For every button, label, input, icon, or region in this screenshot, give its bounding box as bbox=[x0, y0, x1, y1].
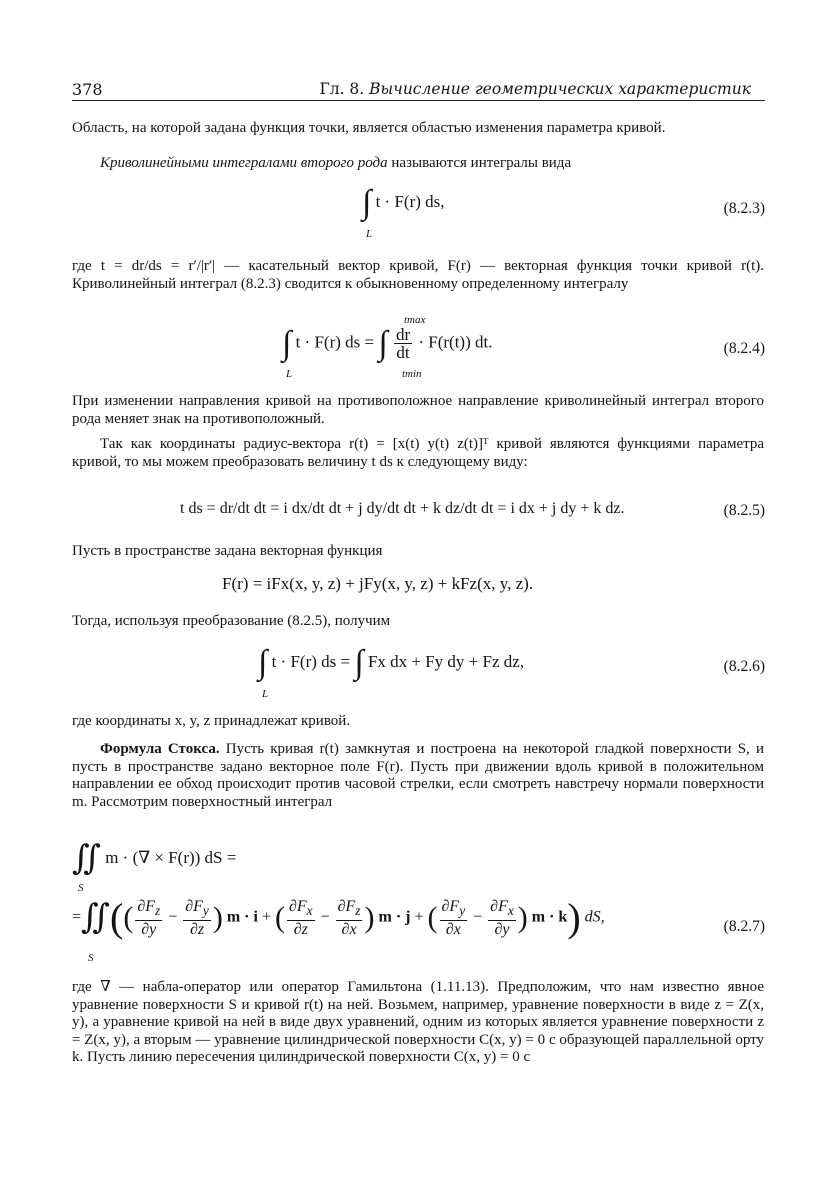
fraction-dFz-dx bbox=[336, 898, 363, 937]
dot-m-j: m · j bbox=[378, 908, 411, 926]
denominator: ∂z bbox=[293, 920, 308, 938]
paren-close: ) bbox=[517, 901, 528, 934]
denominator: ∂y bbox=[141, 920, 157, 938]
dot-m-i: m · i bbox=[226, 908, 258, 926]
fraction-dFz-dy bbox=[135, 898, 162, 937]
equation-lhs: t · F(r) ds = bbox=[295, 332, 375, 352]
paragraph-3: где t = dr/ds = r′/|r′| — касательный вектор кривой, F(r) — векторная функция точки кривой r(t). Криволинейный интеграл (8.2.3) сводится к обыкновенному определенному интегралу bbox=[72, 258, 764, 292]
running-header bbox=[72, 80, 765, 101]
page-number: 378 bbox=[72, 80, 103, 99]
equals-sign: = bbox=[72, 908, 82, 926]
paragraph-6: Пусть в пространстве задана векторная функция bbox=[72, 543, 383, 559]
fraction-dFx-dy bbox=[488, 898, 516, 937]
paragraph-4: При изменении направления кривой на противоположное направление криволинейный интеграл второго рода меняет знак на противоположный. bbox=[72, 393, 764, 427]
numerator: $\partial F_x$ bbox=[490, 898, 514, 919]
numerator: $\partial F_x$ bbox=[288, 898, 313, 919]
equation-8-2-5: t ds = dr/dt dt = i dx/dt dt + j dy/dt dt + k dz/dt dt = i dx + j dy + k dz. bbox=[180, 500, 625, 517]
integral-lower-limit: L bbox=[366, 228, 373, 240]
paren-close: ) bbox=[212, 901, 223, 934]
fraction-dr-dt bbox=[394, 326, 412, 361]
integral-lower-limit: L bbox=[286, 368, 293, 380]
paren-open: ( bbox=[123, 901, 134, 934]
paragraph-10: где ∇ — набла-оператор или оператор Гамильтона (1.11.13). Предположим, что нам известно явное уравнение поверхности S и кривой r(t) на ней. Возьмем, например, уравнение поверхности в виде z = Z(x, y), а уравнение кривой на ней в виде двух уравнений, одним из которых является уравнение поверхности z = Z(x, y), а вторым — уравнение цилиндрической поверхности C(x, y) = 0 с образующей параллельной орту k. Пусть линию пересечения цилиндрической поверхности C(x, y) = 0 с bbox=[72, 979, 764, 1065]
equation-rhs: Fx dx + Fy dy + Fz dz, bbox=[367, 651, 525, 671]
denominator: ∂x bbox=[445, 920, 461, 938]
numerator: $\partial F_y$ bbox=[185, 898, 209, 919]
dot-m-k: m · k bbox=[531, 908, 568, 926]
paren-open: ( bbox=[274, 901, 285, 934]
fraction-dFy-dz bbox=[183, 898, 211, 937]
fraction-dFy-dx bbox=[440, 898, 468, 937]
equation-number-8-2-4: (8.2.4) bbox=[723, 340, 765, 357]
equation-number-8-2-5: (8.2.5) bbox=[723, 502, 765, 519]
equation-body: m · (∇ × F(r)) dS = bbox=[105, 847, 237, 867]
denominator: ∂x bbox=[341, 920, 357, 938]
equation-8-2-4 bbox=[282, 314, 582, 386]
numerator: $\partial F_y$ bbox=[441, 898, 466, 919]
paragraph-2-rest: называются интегралы вида bbox=[387, 155, 572, 171]
chapter-label: Гл. 8. bbox=[319, 80, 365, 98]
outer-paren-close: ) bbox=[567, 895, 581, 940]
equation-8-2-7-line-1 bbox=[72, 842, 312, 892]
paragraph-9 bbox=[72, 741, 764, 811]
equation-rhs: · F(r(t)) dt. bbox=[418, 332, 493, 352]
integral-sign: ∫ bbox=[362, 184, 372, 221]
double-integral-sign: ∬ bbox=[81, 899, 110, 936]
equation-body: t · F(r) ds, bbox=[375, 191, 445, 211]
denominator: ∂z bbox=[189, 920, 205, 938]
equation-vector-function: F(r) = iFx(x, y, z) + jFy(x, y, z) + kFz(x, y, z). bbox=[222, 574, 534, 593]
integral-lower-limit: S bbox=[88, 952, 94, 964]
fraction-denominator: dt bbox=[396, 343, 410, 362]
equation-number-8-2-3: (8.2.3) bbox=[723, 200, 765, 217]
integral-sign-2: ∫ bbox=[354, 644, 364, 681]
equation-8-2-3 bbox=[362, 184, 445, 240]
chapter-title: Вычисление геометрических характеристик bbox=[369, 80, 751, 98]
integral-lower-limit: S bbox=[78, 882, 84, 894]
equation-8-2-7-line-2: =∬(( $\frac{\partial F_z}{\partial y}$ − $\frac{\partial F_y}{\partial z}$ ) m · i + ( $\frac{\partial F_x}{\partial z}$ − $\frac{\partial F_z}{\partial x}$ ) m · j + ( $\frac{\partial F_y}{\partial x}$ − $\frac{\partial F_x}{\partial y}$ ) m · k) dS, S bbox=[72, 895, 605, 964]
denominator: ∂y bbox=[494, 920, 510, 938]
paren-open: ( bbox=[427, 901, 438, 934]
paragraph-8: где координаты x, y, z принадлежат кривой. bbox=[72, 713, 351, 729]
paragraph-9-rest: Пусть кривая r(t) замкнутая и построена на некоторой гладкой поверхности S, и пусть в пространстве задано векторное поле F(r). Пусть при движении вдоль кривой в положительном направлении ее обход происходит против часовой стрелки, если смотреть навстречу нормали поверхности m. Рассмотрим поверхностный интеграл bbox=[72, 741, 764, 810]
integral-sign-2: ∫ bbox=[378, 324, 388, 362]
integral-sign: ∫ bbox=[258, 644, 268, 681]
outer-paren-open: ( bbox=[109, 895, 124, 940]
paragraph-7: Тогда, используя преобразование (8.2.5), получим bbox=[72, 613, 391, 629]
dS: dS, bbox=[584, 908, 605, 926]
paren-close: ) bbox=[364, 901, 375, 934]
numerator: $\partial F_z$ bbox=[137, 898, 161, 919]
integral-lower-limit-2: tmin bbox=[402, 368, 422, 380]
paragraph-1: Область, на которой задана функция точки, является областью изменения параметра кривой. bbox=[72, 120, 666, 136]
double-integral-sign: ∬ bbox=[72, 840, 101, 877]
paragraph-5: Так как координаты радиус-вектора r(t) = [x(t) y(t) z(t)]ᵀ кривой являются функциями параметра кривой, то мы можем преобразовать величину t ds к следующему виду: bbox=[72, 436, 764, 470]
equation-number-8-2-7: (8.2.7) bbox=[723, 918, 765, 935]
chapter-heading bbox=[319, 80, 751, 98]
paragraph-2 bbox=[72, 155, 764, 173]
fraction-dFx-dz bbox=[287, 898, 315, 937]
stokes-heading: Формула Стокса. bbox=[100, 741, 220, 757]
numerator: $\partial F_z$ bbox=[337, 898, 361, 919]
equation-number-8-2-6: (8.2.6) bbox=[723, 658, 765, 675]
integral-sign: ∫ bbox=[282, 324, 292, 362]
term-second-kind: Криволинейными интегралами второго рода bbox=[100, 155, 388, 171]
integral-upper-limit-2: tmax bbox=[404, 314, 426, 326]
fraction-numerator: dr bbox=[395, 325, 411, 344]
equation-lhs: t · F(r) ds = bbox=[271, 651, 351, 671]
equation-8-2-6 bbox=[258, 646, 588, 700]
integral-lower-limit: L bbox=[262, 688, 269, 700]
